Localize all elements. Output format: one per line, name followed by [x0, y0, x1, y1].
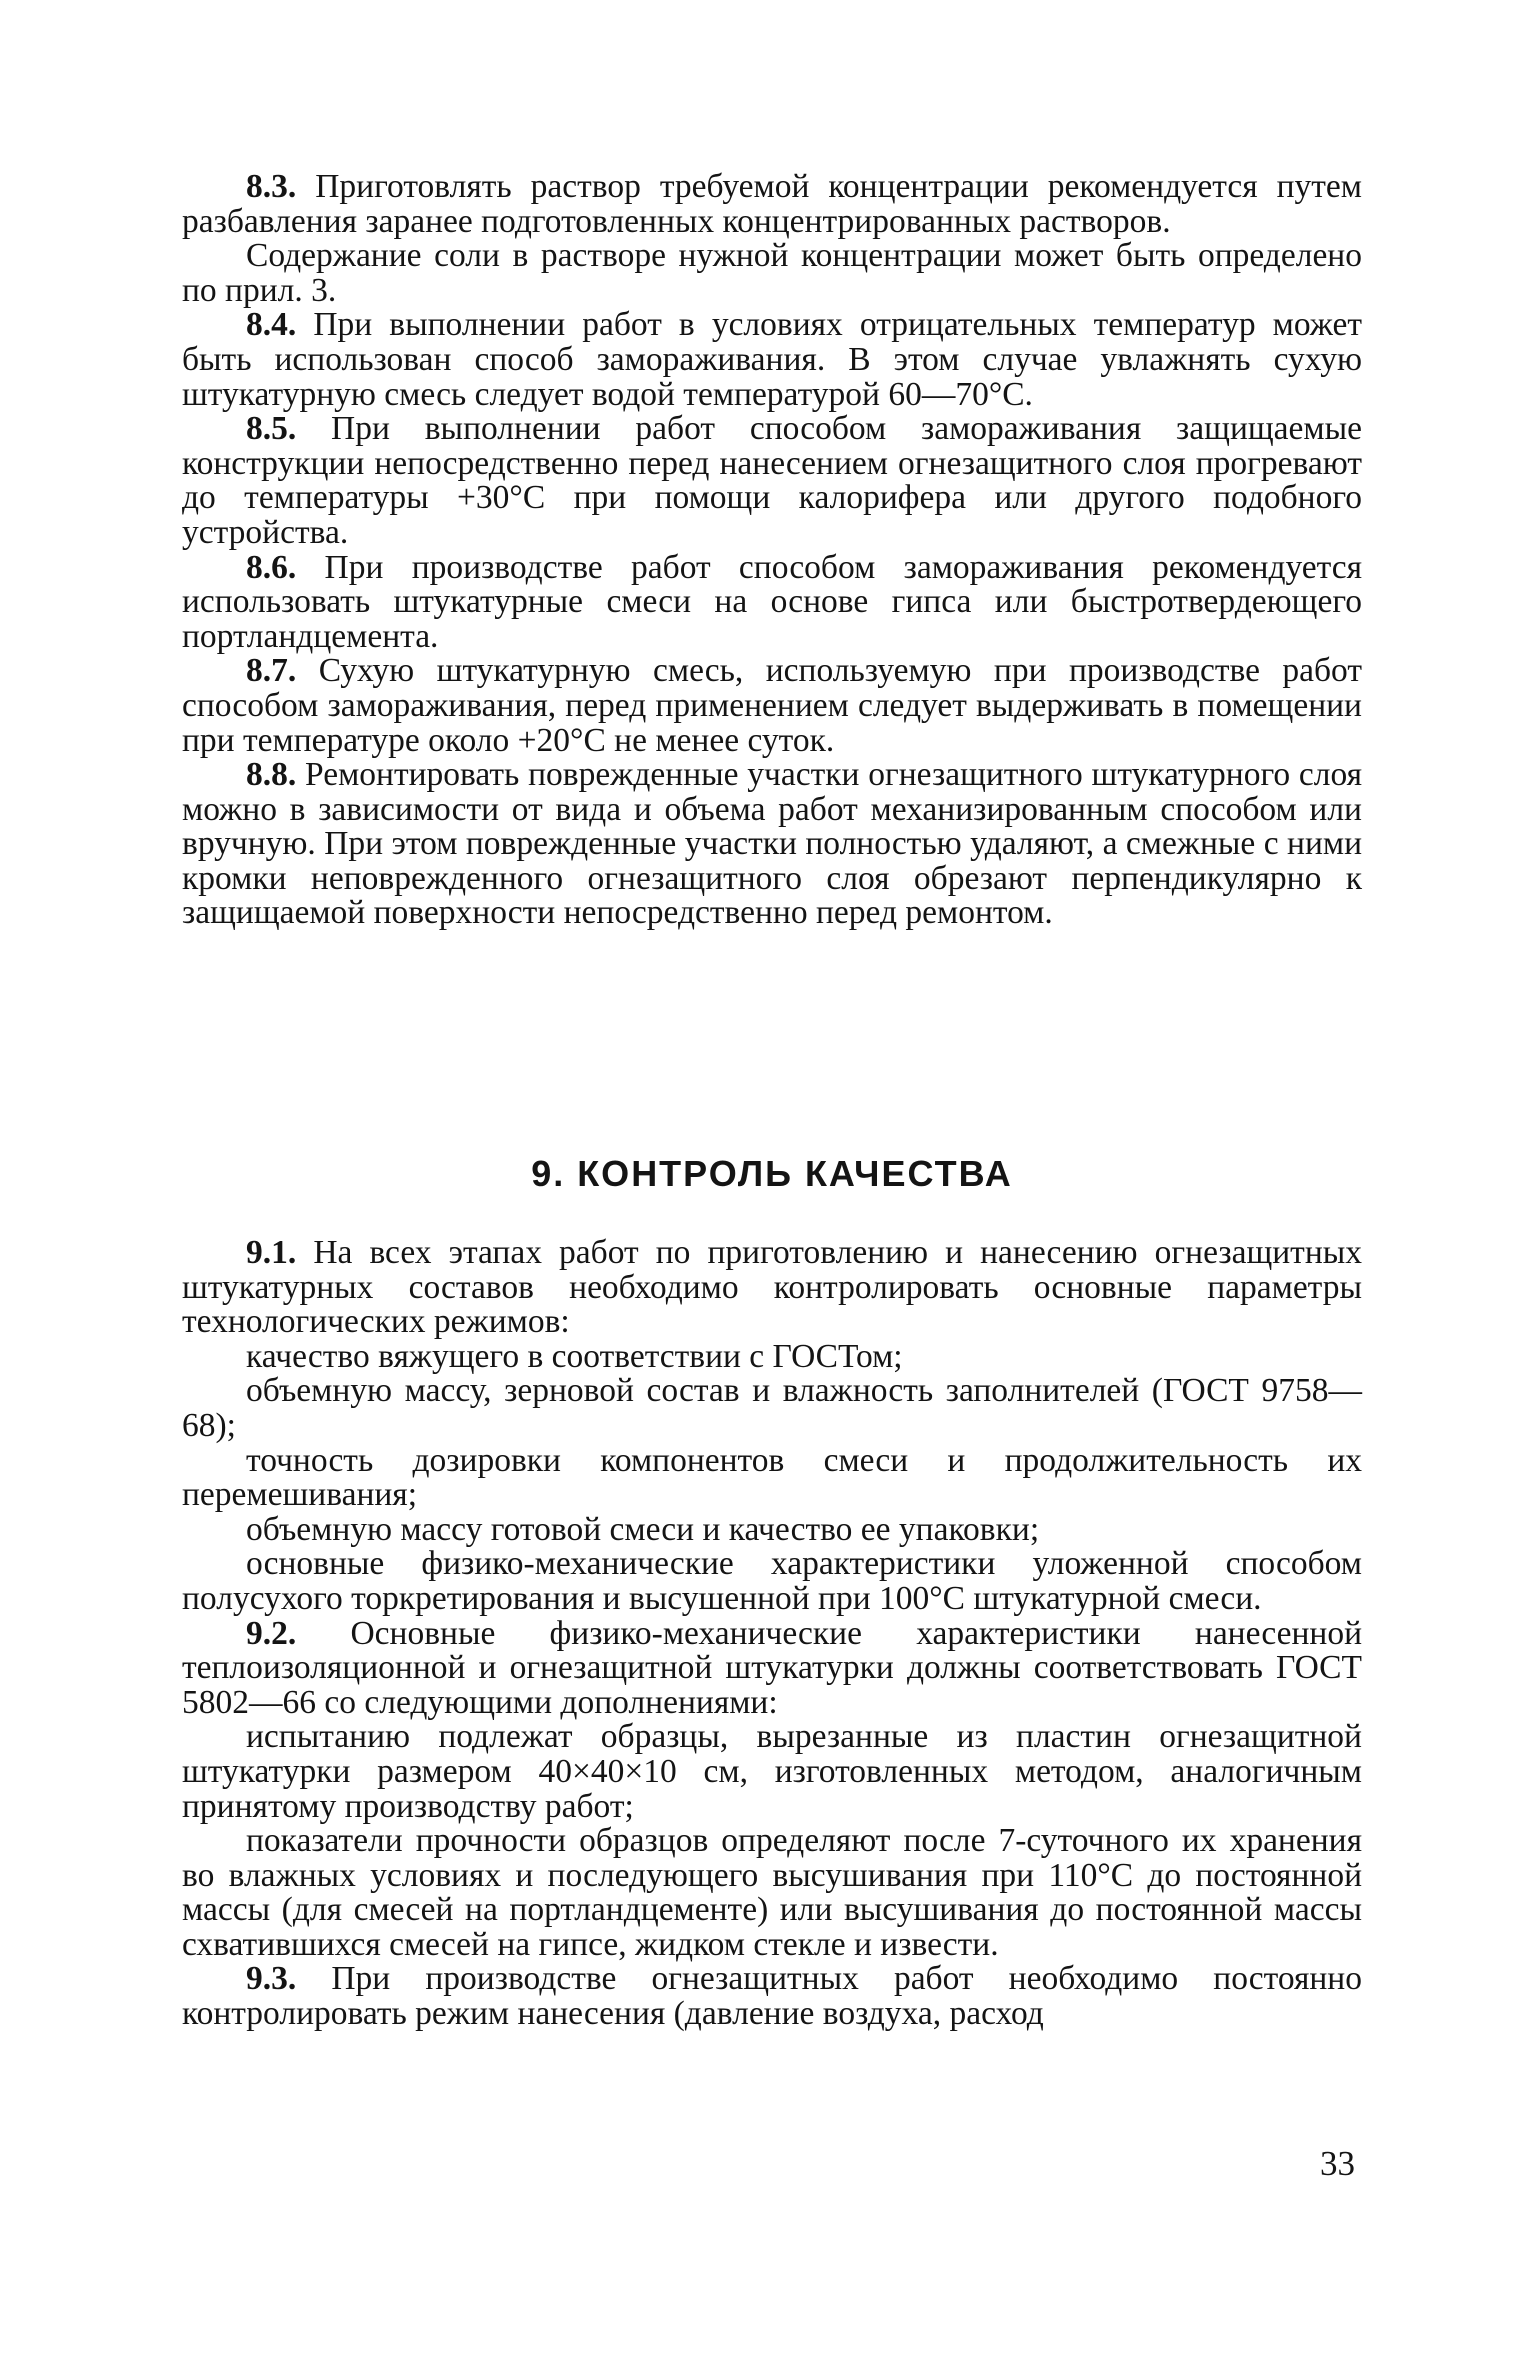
section-title: 9. КОНТРОЛЬ КАЧЕСТВА: [531, 1153, 1013, 1194]
paragraph-text: При производстве работ способом замораживания рекомендуется использовать штукатурные смеси на основе гипса или быстротвердеющего портландцемента.: [182, 548, 1362, 655]
list-item: объемную массу готовой смеси и качество ее упаковки;: [246, 1510, 1040, 1548]
paragraph-number: 8.7.: [246, 652, 297, 690]
section-8-text: [182, 170, 1362, 931]
list-item: точность дозировки компонентов смеси и продолжительность их перемешивания;: [182, 1441, 1362, 1514]
paragraph-8-3: [182, 170, 1362, 239]
paragraph-9-3: [182, 1962, 1362, 2031]
paragraph-text: Ремонтировать поврежденные участки огнезащитного штукатурного слоя можно в зависимости от вида и объема работ механизированным способом или вручную. При этом поврежденные участки полностью удаляют, а смежные с ними кромки неповрежденного огнезащитного слоя обрезают перпендикулярно к защищаемой поверхности непосредственно перед ремонтом.: [182, 756, 1362, 932]
paragraph-text: Сухую штукатурную смесь, используемую при производстве работ способом замораживания, перед применением следует выдерживать в помещении при температуре около +20°С не менее суток.: [182, 652, 1362, 759]
paragraph-number: 9.3.: [246, 1960, 297, 1998]
paragraph-text: При выполнении работ в условиях отрицательных температур может быть использован способ замораживания. В этом случае увлажнять сухую штукатурную смесь следует водой температурой 60—70°С.: [182, 306, 1362, 413]
paragraph-8-7: [182, 654, 1362, 758]
paragraph-number: 8.4.: [246, 306, 297, 344]
paragraph-9-2: [182, 1614, 1362, 1721]
list-item: качество вяжущего в соответствии с ГОСТом;: [246, 1337, 903, 1375]
paragraph-8-6: [182, 548, 1362, 655]
paragraph-text: При выполнении работ способом замораживания защищаемые конструкции непосредственно перед нанесением огнезащитного слоя прогревают до температуры +30°С при помощи калорифера или другого подобного устройства.: [182, 410, 1362, 551]
paragraph-text: Приготовлять раствор требуемой концентрации рекомендуется путем разбавления заранее подготовленных концентрированных растворов.: [182, 168, 1362, 240]
paragraph-text: При производстве огнезащитных работ необходимо постоянно контролировать режим нанесения (давление воздуха, расход: [182, 1960, 1362, 2033]
page-number: 33: [1320, 2144, 1355, 2183]
paragraph-8-4: [182, 308, 1362, 412]
paragraph-text: Содержание соли в растворе нужной концентрации может быть определено по прил. 3.: [182, 237, 1362, 309]
paragraph-text: На всех этапах работ по приготовлению и нанесению огнезащитных штукатурных составов необходимо контролировать основные параметры технологических режимов:: [182, 1234, 1362, 1341]
section-9-text: [182, 1236, 1362, 2032]
list-item: объемную массу, зерновой состав и влажность заполнителей (ГОСТ 9758—68);: [182, 1372, 1362, 1444]
list-item: показатели прочности образцов определяют после 7-суточного их хранения во влажных условиях и последующего высушивания при 110°С до постоянной массы (для смесей на портландцементе) или высушивания до постоянной массы схватившихся смесей на гипсе, жидком стекле и извести.: [182, 1822, 1362, 1963]
paragraph-8-8: [182, 758, 1362, 931]
list-item: испытанию подлежат образцы, вырезанные из пластин огнезащитной штукатурки размером 40×40×10 см, изготовленных методом, аналогичным принятому производству работ;: [182, 1718, 1362, 1825]
paragraph-8-3-continued: [182, 239, 1362, 308]
paragraph-9-1: [182, 1236, 1362, 1340]
paragraph-number: 8.5.: [246, 410, 297, 448]
list-item: основные физико-механические характеристики уложенной способом полусухого торкретирования и высушенной при 100°С штукатурной смеси.: [182, 1545, 1362, 1617]
paragraph-number: 8.3.: [246, 168, 297, 205]
paragraph-text: Основные физико-механические характеристики нанесенной теплоизоляционной и огнезащитной штукатурки должны соответствовать ГОСТ 5802—66 со следующими дополнениями:: [182, 1614, 1362, 1721]
paragraph-number: 9.2.: [246, 1614, 297, 1652]
paragraph-number: 8.6.: [246, 548, 297, 586]
paragraph-number: 9.1.: [246, 1234, 297, 1271]
paragraph-number: 8.8.: [246, 756, 297, 794]
paragraph-8-5: [182, 412, 1362, 550]
